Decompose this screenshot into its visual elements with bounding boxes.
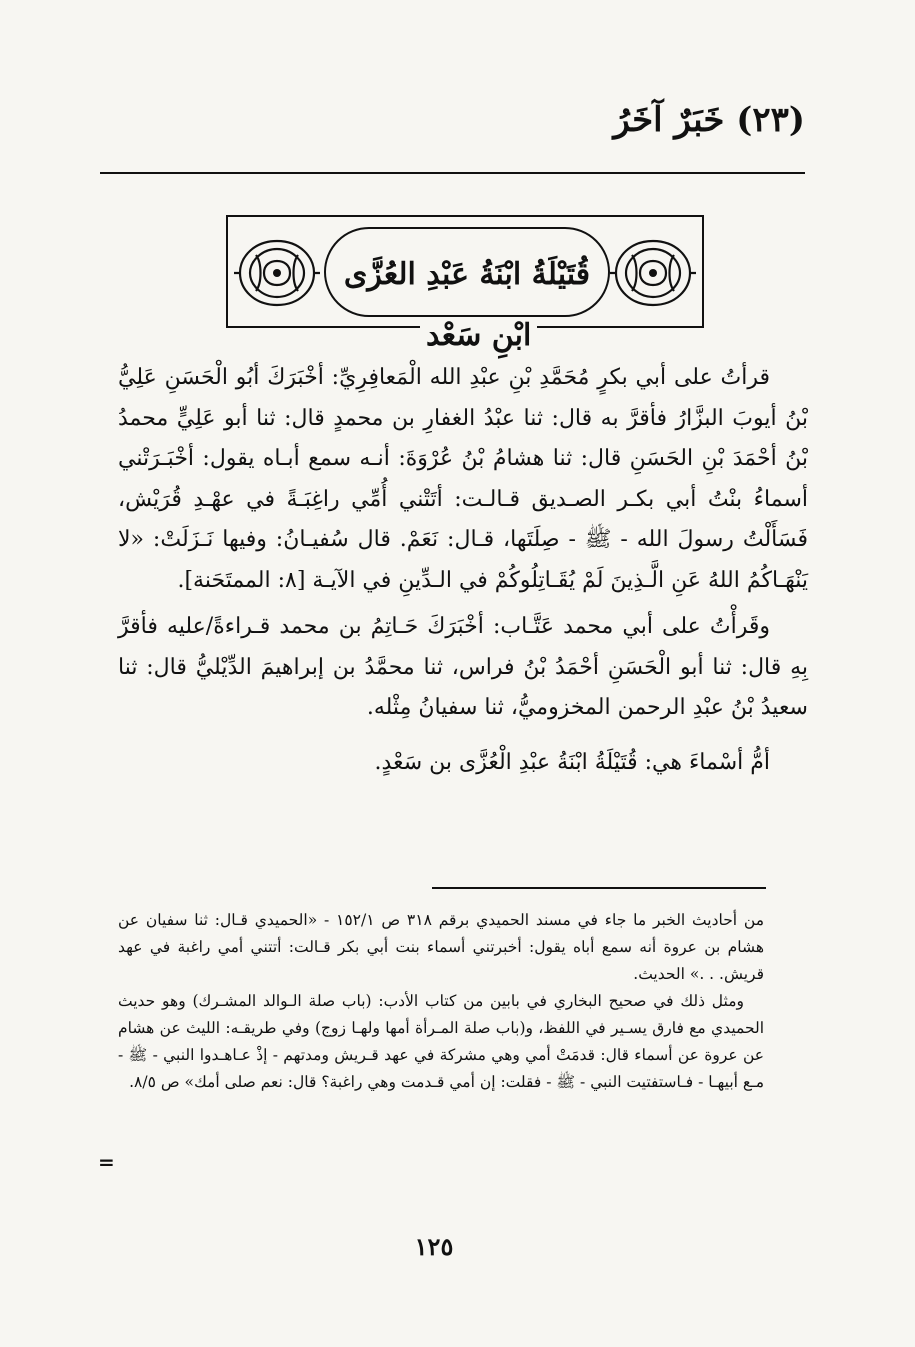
arabesque-ornament-right-icon (610, 235, 696, 311)
paragraph-2: وقَرأْتُ على أبي محمد عَتَّـاب: أخْبَرَكَ حَـاتِمُ بن محمد قـراءةً/عليه فأقرَّ بِهِ قال: ثنا أبو الْحَسَنِ أحْمَدُ بْنُ فراس، ثنا محمَّدُ بن إبراهيمَ الدِّيْليُّ قال: ثنا سعيدُ بْنُ عبْدِ الرحمن المخزوميُّ، ثنا سفيانُ مِثْله. (118, 614, 808, 720)
arabesque-ornament-left-icon (234, 235, 320, 311)
continuation-mark: = (98, 1150, 115, 1174)
section-subtitle: ابْنِ سَعْد (420, 318, 537, 353)
footnote-2: ومثل ذلك في صحيح البخاري في بابين من كتاب الأدب: (باب صلة الـوالد المشـرك) وهو حديث الحميدي مع فارق يسـير في اللفظ، و(باب صلة المـرأة أمها ولهـا زوج) وفي طريقـه: الليث عن هشام عن عروة عن أسماء قال: قدمَتْ أمي وهي مشركة في عهد قـريش ومدتهم - إذْ عـاهـدوا النبي - ﷺ - مـع أبيهـا - فـاستفتيت النبي - ﷺ - فقلت: إن أمي قـدمت وهي راغبة؟ قال: نعم صلى أمك» ص ٨/٥. (118, 992, 764, 1091)
main-text (118, 358, 808, 783)
chapter-heading: (٢٣) خَبَرٌ آخَرُ (613, 100, 805, 140)
paragraph-1: قرأتُ على أبي بكرٍ مُحَمَّدِ بْنِ عبْدِ الله الْمَعافِرِيِّ: أخْبَرَكَ أبُو الْحَسَنِ عَلِيُّ بْنُ أيوبَ البزَّارُ فأقرَّ به قال: ثنا عبْدُ الغفارِ بن محمدٍ قال: ثنا أبو عَلِيٍّ محمدُ بْنُ أحْمَدَ بْنِ الحَسَنِ قال: ثنا هشامُ بْنُ عُرْوَةَ: أنـه سمع أبـاه يقول: أخْبَـرَتْني أسماءُ بنْتُ أبي بكـر الصـديق قـالـت: أتَتْني أُمِّي راغِبَـةً في عهْـدِ قُرَيْش، فَسَأَلْتُ رسولَ الله - ﷺ - صِلَتَها، قـال: نَعَمْ. قال سُفيـانُ: وفيها نَـزَلَتْ: «لا يَنْهَـاكُمُ اللهُ عَنِ الَّـذِينَ لَمْ يُقَـاتِلُوكُمْ في الـدِّينِ في الآيـة [٨: الممتَحَنة]. (118, 365, 808, 593)
paragraph-3: أمُّ أسْماءَ هي: قُتَيْلَةُ ابْنَةُ عبْدِ الْعُزَّى بن سَعْدٍ. (374, 749, 770, 775)
footnotes (118, 907, 764, 1096)
footnote-divider (432, 887, 766, 889)
header-divider (100, 172, 805, 174)
section-title: قُتَيْلَةُ ابْنَةُ عَبْدِ العُزَّى (343, 257, 591, 292)
title-cartouche (226, 215, 704, 328)
footnote-1: من أحاديث الخبر ما جاء في مسند الحميدي برقم ٣١٨ ص ١٥٢/١ - «الحميدي قـال: ثنا سفيان عن هشام بن عروة أنه سمع أباه يقول: أخبرتني أسماء بنت أبي بكر قـالت: أتتني أمي راغبة في عهد قريش. . .» الحديث. (118, 911, 764, 983)
page-number: ١٢٥ (414, 1232, 454, 1261)
